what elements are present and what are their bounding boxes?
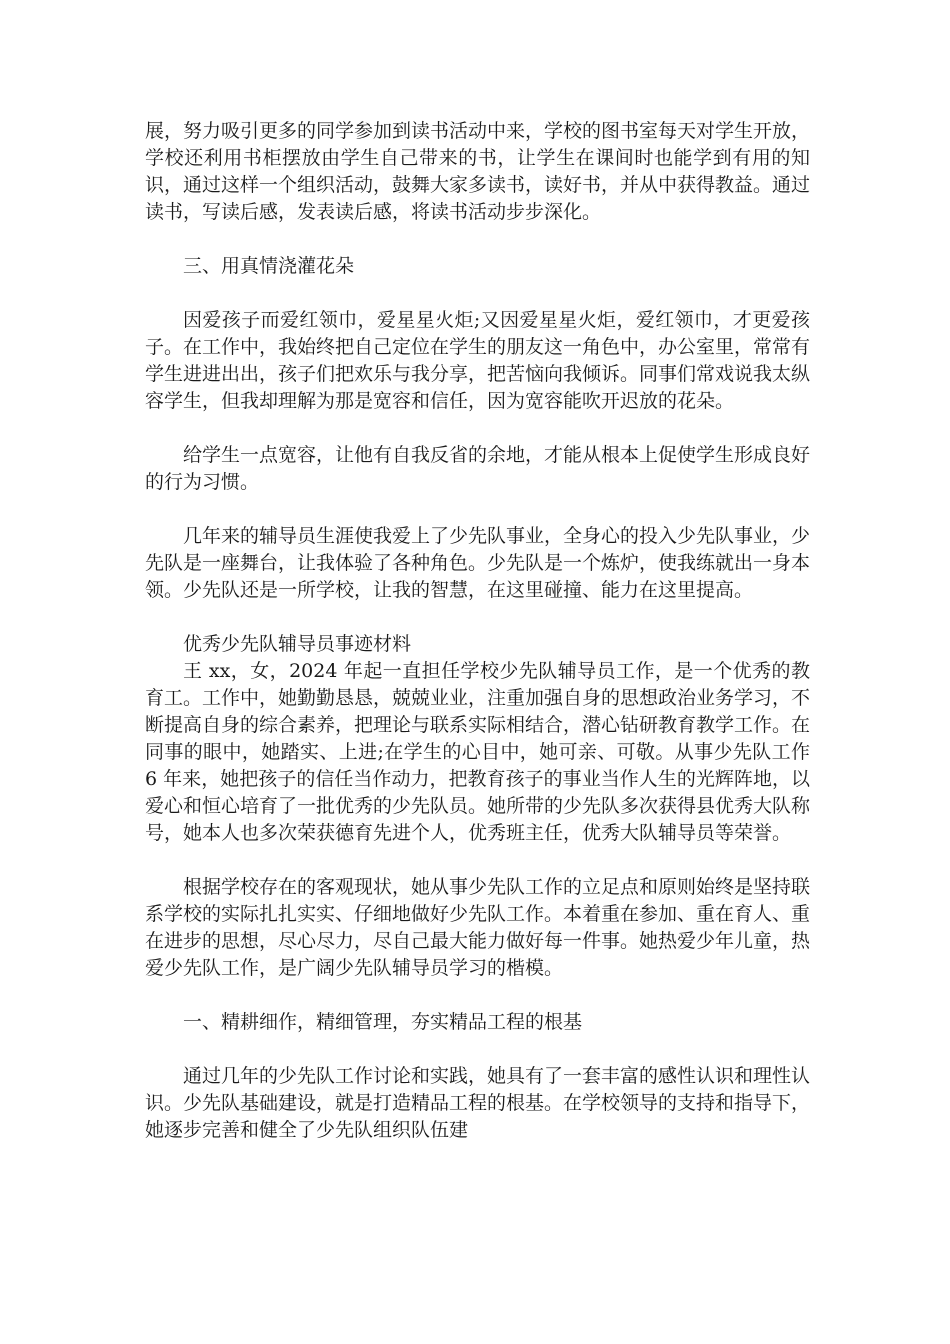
paragraph-reading-activity-continuation: 展，努力吸引更多的同学参加到读书活动中来，学校的图书室每天对学生开放，学校还利用书柜摆放由学生自己带来的书，让学生在课间时也能学到有用的知识，通过这样一个组织活动，鼓舞大家多读书，读好书，并从中获得教益。通过读书，写读后感，发表读后感，将读书活动步步深化。 <box>145 120 811 223</box>
paragraph-tolerance: 给学生一点宽容，让他有自我反省的余地，才能从根本上促使学生形成良好的行为习惯。 <box>145 444 811 493</box>
paragraph-foundation-building: 通过几年的少先队工作讨论和实践，她具有了一套丰富的感性认识和理性认识。少先队基础建设，就是打造精品工程的根基。在学校领导的支持和指导下，她逐步完善和健全了少先队组织队伍建 <box>145 1065 811 1141</box>
paragraph-school-situation: 根据学校存在的客观现状，她从事少先队工作的立足点和原则始终是坚持联系学校的实际扎扎实实、仔细地做好少先队工作。本着重在参加、重在育人、重在进步的思想，尽心尽力，尽自己最大能力做好每一件事。她热爱少年儿童，热爱少先队工作，是广阔少先队辅导员学习的楷模。 <box>145 876 811 979</box>
document-title-exemplary-counselor: 优秀少先队辅导员事迹材料 <box>183 633 412 655</box>
paragraph-love-children: 因爱孩子而爱红领巾，爱星星火炬;又因爱星星火炬，爱红领巾，才更爱孩子。在工作中，我始终把自己定位在学生的朋友这一角色中，办公室里，常常有学生进进出出，孩子们把欢乐与我分享，把苦恼向我倾诉。同事们常戏说我太纵容学生，但我却理解为那是宽容和信任，因为宽容能吹开迟放的花朵。 <box>145 309 811 412</box>
section-heading-three: 三、用真情浇灌花朵 <box>183 255 355 277</box>
document-body <box>145 118 810 1144</box>
paragraph-counselor-career: 几年来的辅导员生涯使我爱上了少先队事业，全身心的投入少先队事业，少先队是一座舞台，让我体验了各种角色。少先队是一个炼炉，使我练就出一身本领。少先队还是一所学校，让我的智慧，在这里碰撞、能力在这里提高。 <box>145 525 811 601</box>
section-heading-one: 一、精耕细作，精细管理，夯实精品工程的根基 <box>183 1011 583 1033</box>
paragraph-profile-wang: 王 xx，女，2024 年起一直担任学校少先队辅导员工作，是一个优秀的教育工。工作中，她勤勤恳恳，兢兢业业，注重加强自身的思想政治业务学习，不断提高自身的综合素养，把理论与联系实际相结合，潜心钻研教育教学工作。在同事的眼中，她踏实、上进;在学生的心目中，她可亲、可敬。从事少先队工作 6 年来，她把孩子的信任当作动力，把教育孩子的事业当作人生的光辉阵地，以爱心和恒心培育了一批优秀的少先队员。她所带的少先队多次获得县优秀大队称号，她本人也多次荣获德育先进个人，优秀班主任，优秀大队辅导员等荣誉。 <box>145 660 811 844</box>
